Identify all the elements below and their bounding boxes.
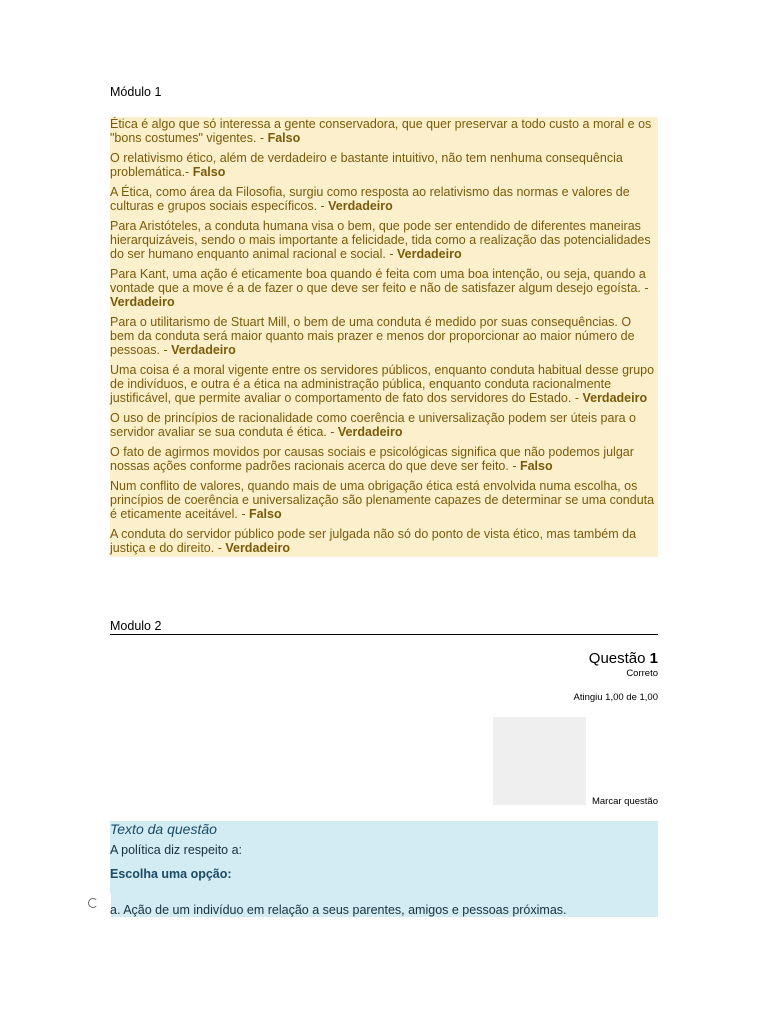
list-item: [110, 445, 658, 473]
question-number: 1: [649, 650, 658, 667]
question-label: Questão: [588, 650, 650, 667]
answer-label: Verdadeiro: [110, 295, 175, 309]
flag-question-link[interactable]: Marcar questão: [591, 796, 658, 807]
answer-label: Verdadeiro: [171, 343, 236, 357]
answer-label: Verdadeiro: [396, 247, 462, 261]
flag-question-icon[interactable]: [493, 717, 586, 805]
module2-title: Modulo 2: [110, 619, 658, 635]
statement-text: Uma coisa é a moral vigente entre os servidores públicos, enquanto conduta habitual desse grupo de indivíduos, e outra é a ética na administração pública, enquanto conduta racionalmente justificável, que permite avaliar o comportamento de fato dos servidores do Estado. -: [110, 363, 655, 405]
statement-text: A conduta do servidor público pode ser julgada não só do ponto de vista ético, mas também da justiça e do direito. -: [110, 527, 637, 555]
list-item: [110, 151, 658, 179]
module1-answer-list: [110, 117, 658, 557]
statement-text: Para Kant, uma ação é eticamente boa quando é feita com uma boa intenção, ou seja, quando a vontade que a move é a de fazer o que deve ser feito e não de satisfazer algum desejo egoísta. -: [110, 267, 649, 295]
answer-label: Falso: [519, 459, 553, 473]
question-grade: Atingiu 1,00 de 1,00: [573, 692, 658, 703]
list-item: [110, 479, 658, 521]
statement-text: A Ética, como área da Filosofia, surgiu como resposta ao relativismo das normas e valores de culturas e grupos sociais específicos. -: [110, 185, 630, 213]
radio-button-icon[interactable]: [88, 898, 98, 908]
statement-text: O relativismo ético, além de verdadeiro e bastante intuitivo, não tem nenhuma consequência problemática.-: [110, 151, 623, 179]
question-text-heading: Texto da questão: [110, 821, 217, 837]
list-item: [110, 267, 658, 309]
option-a-label[interactable]: a. Ação de um indivíduo em relação a seus parentes, amigos e pessoas próximas.: [110, 903, 567, 917]
answer-label: Verdadeiro: [328, 199, 393, 213]
answer-label: Falso: [267, 131, 301, 145]
answer-label: Falso: [192, 165, 226, 179]
answer-label: Verdadeiro: [337, 425, 403, 439]
list-item: [110, 219, 658, 261]
statement-text: Num conflito de valores, quando mais de uma obrigação ética está envolvida numa escolha, os princípios de coerência e universalização são plenamente capazes de determinar se uma conduta é eticamente aceitável. -: [110, 479, 655, 521]
statement-text: Para o utilitarismo de Stuart Mill, o bem de uma conduta é medido por suas consequências. O bem da conduta será maior quanto mais prazer e menos dor proporcionar ao maior número de pessoas. -: [110, 315, 635, 357]
answer-label: Verdadeiro: [582, 391, 648, 405]
question-heading: [589, 650, 658, 667]
statement-text: O uso de princípios de racionalidade como coerência e universalização podem ser úteis para o servidor avaliar se sua conduta é ética. -: [110, 411, 636, 439]
answer-label: Verdadeiro: [225, 541, 290, 555]
statement-text: O fato de agirmos movidos por causas sociais e psicológicas significa que não podemos julgar nossas ações conforme padrões racionais acerca do que deve ser feito. -: [110, 445, 634, 473]
answer-label: Falso: [248, 507, 282, 521]
module1-title: Módulo 1: [110, 85, 162, 99]
statement-text: Ética é algo que só interessa a gente conservadora, que quer preservar a todo custo a moral e os "bons costumes" vigentes. -: [110, 117, 652, 145]
list-item: [110, 527, 658, 557]
question-status: Correto: [626, 668, 658, 679]
list-item: [110, 411, 658, 439]
question-text: A política diz respeito a:: [110, 843, 243, 857]
list-item: [110, 363, 658, 405]
statement-text: Para Aristóteles, a conduta humana visa o bem, que pode ser entendido de diferentes maneiras hierarquizáveis, sendo o mais importante a felicidade, tida como a realização das potencialidades do ser humano enquanto animal racional e social. -: [110, 219, 651, 261]
choose-option-label: Escolha uma opção:: [110, 867, 232, 881]
list-item: [110, 315, 658, 357]
list-item: [110, 185, 658, 213]
list-item: [110, 117, 658, 145]
